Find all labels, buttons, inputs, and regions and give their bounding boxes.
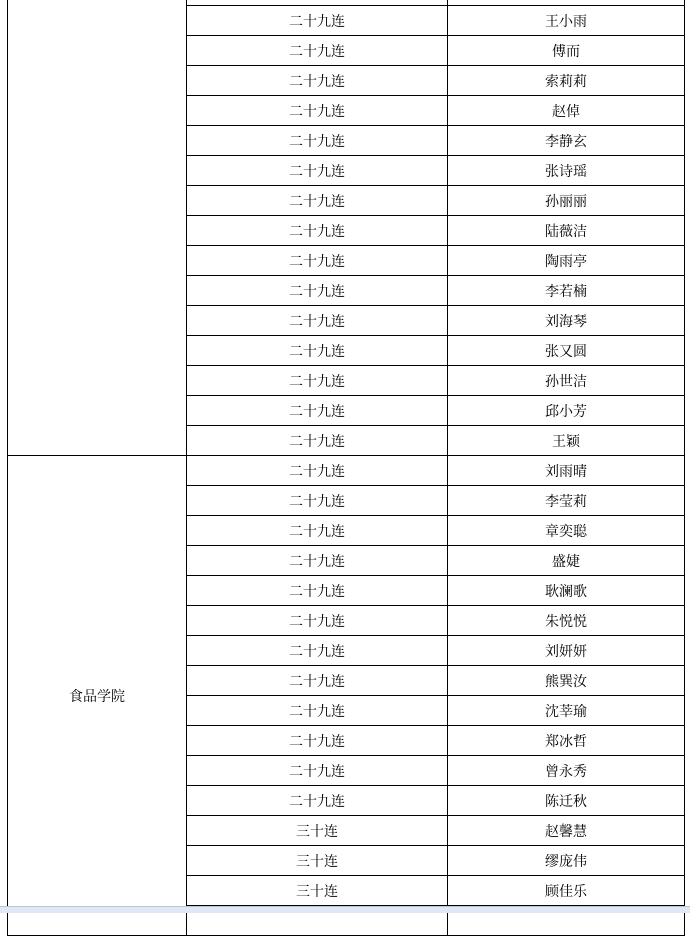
- company-cell[interactable]: 二十九连: [187, 36, 448, 66]
- company-cell[interactable]: 二十九连: [187, 636, 448, 666]
- company-cell[interactable]: 二十九连: [187, 576, 448, 606]
- company-cell[interactable]: 二十九连: [187, 246, 448, 276]
- name-cell[interactable]: 李静玄: [448, 126, 685, 156]
- name-cell[interactable]: 陈迁秋: [448, 786, 685, 816]
- name-cell[interactable]: 孙世洁: [448, 366, 685, 396]
- name-cell[interactable]: 赵倬: [448, 96, 685, 126]
- name-cell[interactable]: 赵馨慧: [448, 816, 685, 846]
- company-cell[interactable]: 二十九连: [187, 306, 448, 336]
- company-cell[interactable]: 二十九连: [187, 426, 448, 456]
- name-cell[interactable]: 孙丽丽: [448, 186, 685, 216]
- name-cell[interactable]: 张诗瑶: [448, 156, 685, 186]
- name-cell[interactable]: 顾佳乐: [448, 876, 685, 906]
- company-cell[interactable]: 二十九连: [187, 276, 448, 306]
- name-cell[interactable]: 耿澜歌: [448, 576, 685, 606]
- company-cell[interactable]: 二十九连: [187, 546, 448, 576]
- name-cell[interactable]: 郑冰哲: [448, 726, 685, 756]
- name-cell[interactable]: 张又圆: [448, 336, 685, 366]
- name-cell[interactable]: 刘妍妍: [448, 636, 685, 666]
- company-cell[interactable]: 二十九连: [187, 66, 448, 96]
- company-cell[interactable]: 二十九连: [187, 96, 448, 126]
- company-cell[interactable]: 二十九连: [187, 366, 448, 396]
- name-cell[interactable]: 盛婕: [448, 546, 685, 576]
- name-cell[interactable]: 邱小芳: [448, 396, 685, 426]
- college-cell[interactable]: [8, 0, 187, 456]
- company-cell[interactable]: 三十连: [187, 816, 448, 846]
- name-cell[interactable]: 熊巽汝: [448, 666, 685, 696]
- name-cell[interactable]: 刘海琴: [448, 306, 685, 336]
- table-row: [8, 456, 685, 486]
- name-cell[interactable]: 陶雨亭: [448, 246, 685, 276]
- company-cell[interactable]: 二十九连: [187, 756, 448, 786]
- name-cell[interactable]: 李若楠: [448, 276, 685, 306]
- college-cell[interactable]: 食品学院: [8, 456, 187, 936]
- name-cell[interactable]: 索莉莉: [448, 66, 685, 96]
- company-cell[interactable]: 二十九连: [187, 6, 448, 36]
- company-cell[interactable]: 二十九连: [187, 726, 448, 756]
- company-cell[interactable]: 三十连: [187, 846, 448, 876]
- company-cell[interactable]: 二十九连: [187, 336, 448, 366]
- name-cell[interactable]: 刘雨晴: [448, 456, 685, 486]
- company-cell[interactable]: 二十九连: [187, 666, 448, 696]
- company-cell[interactable]: 二十九连: [187, 396, 448, 426]
- roster-table: [7, 0, 685, 936]
- name-cell[interactable]: 傅而: [448, 36, 685, 66]
- company-cell[interactable]: 三十连: [187, 876, 448, 906]
- roster-table-body: [8, 0, 685, 936]
- name-cell[interactable]: 陆薇洁: [448, 216, 685, 246]
- name-cell[interactable]: 李莹莉: [448, 486, 685, 516]
- company-cell[interactable]: 二十九连: [187, 606, 448, 636]
- name-cell[interactable]: 朱悦悦: [448, 606, 685, 636]
- company-cell[interactable]: 二十九连: [187, 516, 448, 546]
- company-cell[interactable]: 二十九连: [187, 126, 448, 156]
- name-cell[interactable]: 王小雨: [448, 6, 685, 36]
- company-cell[interactable]: 二十九连: [187, 456, 448, 486]
- company-cell[interactable]: 二十九连: [187, 486, 448, 516]
- company-cell[interactable]: 二十九连: [187, 216, 448, 246]
- name-cell[interactable]: 章奕聪: [448, 516, 685, 546]
- name-cell[interactable]: 沈莘瑜: [448, 696, 685, 726]
- company-cell[interactable]: 二十九连: [187, 186, 448, 216]
- company-cell[interactable]: 二十九连: [187, 786, 448, 816]
- company-cell[interactable]: 二十九连: [187, 696, 448, 726]
- name-cell[interactable]: 王颖: [448, 426, 685, 456]
- name-cell[interactable]: 曾永秀: [448, 756, 685, 786]
- name-cell[interactable]: 缪庞伟: [448, 846, 685, 876]
- company-cell[interactable]: 二十九连: [187, 156, 448, 186]
